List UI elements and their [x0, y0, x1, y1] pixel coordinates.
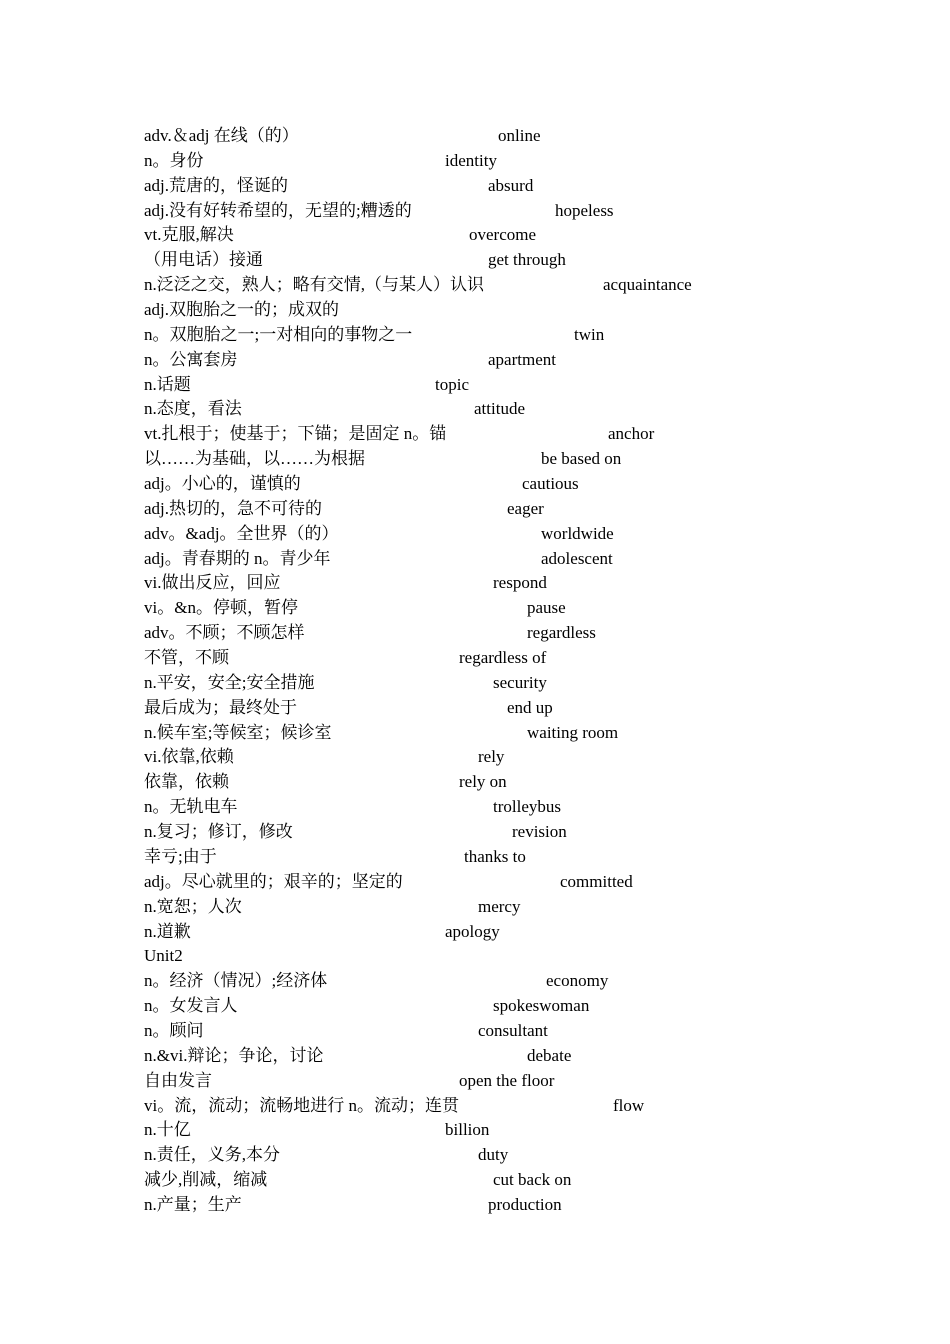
- chinese-definition: n.产量；生产: [144, 1194, 242, 1214]
- chinese-definition: adj。尽心就里的；艰辛的；坚定的: [144, 871, 403, 891]
- chinese-definition: 以……为基础，以……为根据: [144, 449, 365, 469]
- chinese-definition: （用电话）接通: [144, 250, 263, 270]
- chinese-definition: vi。流，流动；流畅地进行 n。流动；连贯: [144, 1095, 459, 1115]
- english-term: open the floor: [459, 1070, 555, 1090]
- english-term: be based on: [541, 449, 622, 469]
- english-term: hopeless: [555, 200, 614, 220]
- english-term: billion: [445, 1120, 490, 1140]
- chinese-definition: adv。&adj。全世界（的）: [144, 523, 339, 543]
- chinese-definition: 最后成为；最终处于: [144, 697, 297, 717]
- chinese-definition: adv。不顾；不顾怎样: [144, 623, 305, 643]
- vocab-entry: [144, 870, 844, 895]
- vocab-entry: [144, 820, 844, 845]
- english-term: spokeswoman: [493, 996, 590, 1016]
- chinese-definition: n.十亿: [144, 1120, 191, 1140]
- vocab-entry: [144, 149, 844, 174]
- vocabulary-list: [144, 124, 844, 1218]
- english-term: online: [498, 126, 541, 145]
- english-term: thanks to: [464, 846, 526, 866]
- english-term: cautious: [522, 474, 579, 494]
- section-heading-row: [144, 944, 844, 969]
- english-term: regardless: [527, 623, 596, 643]
- vocab-entry: [144, 298, 844, 323]
- chinese-definition: vi.做出反应，回应: [144, 573, 281, 593]
- chinese-definition: vi。&n。停顿，暂停: [144, 598, 298, 618]
- vocab-entry: [144, 671, 844, 696]
- vocab-entry: [144, 571, 844, 596]
- vocab-entry: [144, 845, 844, 870]
- vocab-entry: [144, 895, 844, 920]
- english-term: eager: [507, 498, 544, 518]
- english-term: apartment: [488, 349, 556, 369]
- chinese-definition: n。顾问: [144, 1020, 204, 1040]
- english-term: acquaintance: [603, 275, 692, 295]
- vocab-entry: [144, 621, 844, 646]
- english-term: attitude: [474, 399, 525, 419]
- chinese-definition: vt.克服,解决: [144, 225, 234, 245]
- vocab-entry: [144, 1143, 844, 1168]
- vocab-entry: [144, 646, 844, 671]
- english-term: waiting room: [527, 722, 619, 742]
- vocab-entry: [144, 770, 844, 795]
- chinese-definition: 不管，不顾: [144, 648, 229, 668]
- english-term: respond: [493, 573, 547, 593]
- english-term: debate: [527, 1045, 572, 1065]
- english-term: end up: [507, 697, 553, 717]
- english-term: consultant: [478, 1020, 548, 1040]
- english-term: cut back on: [493, 1170, 572, 1190]
- chinese-definition: n.道歉: [144, 921, 191, 941]
- english-term: committed: [560, 871, 633, 891]
- vocab-entry: [144, 124, 844, 149]
- vocab-entry: [144, 969, 844, 994]
- chinese-definition: vt.扎根于；使基于；下锚；是固定 n。锚: [144, 424, 447, 444]
- english-term: economy: [546, 971, 609, 991]
- vocab-entry: [144, 1118, 844, 1143]
- chinese-definition: n.泛泛之交，熟人；略有交情,（与某人）认识: [144, 275, 484, 295]
- english-term: duty: [478, 1145, 509, 1165]
- chinese-definition: adj.没有好转希望的，无望的;糟透的: [144, 200, 412, 220]
- vocab-entry: [144, 174, 844, 199]
- vocab-entry: [144, 994, 844, 1019]
- english-term: regardless of: [459, 648, 547, 668]
- vocab-entry: [144, 522, 844, 547]
- chinese-definition: 依靠，依赖: [144, 772, 229, 792]
- chinese-definition: n。经济（情况）;经济体: [144, 971, 328, 991]
- chinese-definition: adj.荒唐的，怪诞的: [144, 175, 289, 195]
- vocab-entry: [144, 1168, 844, 1193]
- english-term: rely: [478, 747, 505, 767]
- vocab-entry: [144, 1193, 844, 1218]
- chinese-definition: adj.热切的，急不可待的: [144, 498, 323, 518]
- vocab-entry: [144, 1069, 844, 1094]
- vocab-entry: [144, 1044, 844, 1069]
- chinese-definition: n。公寓套房: [144, 349, 238, 369]
- vocab-entry: [144, 248, 844, 273]
- chinese-definition: n.平安，安全;安全措施: [144, 672, 315, 692]
- chinese-definition: 减少,削减，缩减: [144, 1170, 268, 1190]
- vocab-entry: [144, 795, 844, 820]
- vocab-entry: [144, 1019, 844, 1044]
- english-term: production: [488, 1194, 562, 1214]
- english-term: rely on: [459, 772, 507, 792]
- chinese-definition: n。双胞胎之一;一对相向的事物之一: [144, 324, 413, 344]
- vocab-entry: [144, 348, 844, 373]
- english-term: flow: [613, 1095, 645, 1115]
- vocab-entry: [144, 223, 844, 248]
- chinese-definition: n.宽恕；人次: [144, 896, 242, 916]
- vocab-entry: [144, 721, 844, 746]
- chinese-definition: n.责任，义务,本分: [144, 1145, 280, 1165]
- chinese-definition: n。身份: [144, 150, 204, 170]
- english-term: trolleybus: [493, 797, 561, 817]
- chinese-definition: n.&vi.辩论；争论，讨论: [144, 1045, 324, 1065]
- english-term: security: [493, 672, 547, 692]
- vocab-entry: [144, 745, 844, 770]
- english-term: pause: [527, 598, 566, 618]
- vocab-entry: [144, 547, 844, 572]
- vocab-entry: [144, 199, 844, 224]
- vocab-entry: [144, 273, 844, 298]
- vocab-entry: [144, 472, 844, 497]
- english-term: mercy: [478, 896, 521, 916]
- chinese-definition: adj.双胞胎之一的；成双的: [144, 300, 340, 320]
- english-term: overcome: [469, 225, 537, 245]
- chinese-definition: adv.＆adj 在线（的）: [144, 126, 299, 145]
- chinese-definition: n。无轨电车: [144, 797, 238, 817]
- vocab-entry: [144, 696, 844, 721]
- chinese-definition: n.候车室;等候室；候诊室: [144, 722, 332, 742]
- chinese-definition: n.话题: [144, 374, 191, 394]
- english-term: anchor: [608, 424, 655, 444]
- vocab-entry: [144, 323, 844, 348]
- vocab-entry: [144, 397, 844, 422]
- english-term: apology: [445, 921, 500, 941]
- english-term: adolescent: [541, 548, 613, 568]
- english-term: identity: [445, 150, 497, 170]
- english-term: get through: [488, 250, 566, 270]
- english-term: revision: [512, 822, 567, 842]
- chinese-definition: n。女发言人: [144, 996, 238, 1016]
- section-heading: Unit2: [144, 946, 183, 966]
- chinese-definition: 幸亏;由于: [144, 846, 217, 866]
- chinese-definition: vi.依靠,依赖: [144, 747, 234, 767]
- chinese-definition: 自由发言: [144, 1070, 212, 1090]
- english-term: absurd: [488, 175, 534, 195]
- english-term: twin: [574, 324, 605, 344]
- english-term: worldwide: [541, 523, 614, 543]
- vocab-entry: [144, 920, 844, 945]
- vocab-entry: [144, 422, 844, 447]
- chinese-definition: adj。青春期的 n。青少年: [144, 548, 331, 568]
- vocab-entry: [144, 497, 844, 522]
- chinese-definition: n.复习；修订，修改: [144, 822, 293, 842]
- chinese-definition: adj。小心的，谨慎的: [144, 474, 301, 494]
- vocab-entry: [144, 1094, 844, 1119]
- vocab-entry: [144, 596, 844, 621]
- english-term: topic: [435, 374, 469, 394]
- vocab-entry: [144, 447, 844, 472]
- chinese-definition: n.态度，看法: [144, 399, 242, 419]
- vocab-entry: [144, 373, 844, 398]
